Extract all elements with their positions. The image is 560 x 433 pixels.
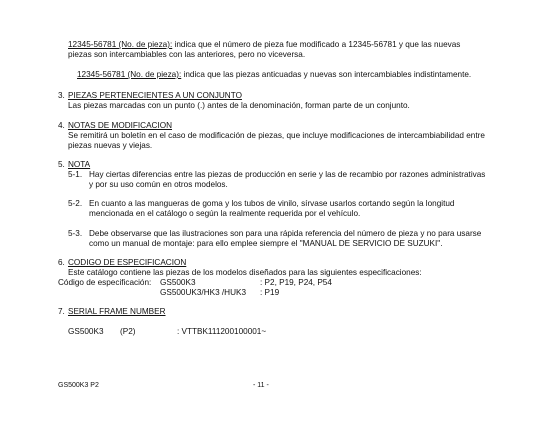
spec-code-2: GS500UK3/HK3 /HUK3 — [160, 288, 247, 297]
s3-number: 3. — [58, 91, 65, 100]
note-5-1-number: 5-1. — [68, 170, 83, 179]
spec-code-label: Código de especificación: — [58, 278, 152, 287]
part-code-modified: 12345-56781 (No. de pieza): — [68, 40, 173, 49]
footer-page-number: - 11 - — [253, 382, 269, 389]
s5-number: 5. — [58, 160, 65, 169]
note-5-1-line2: y por su uso común en otros modelos. — [89, 180, 228, 189]
s7-heading: SERIAL FRAME NUMBER — [68, 307, 166, 316]
note-5-2-line2: mencionada en el catálogo o según la realmente requerida por el vehículo. — [89, 209, 361, 218]
s6-text-line1: Este catálogo contiene las piezas de los modelos diseñados para las siguientes especificaciones: — [68, 268, 422, 277]
s4-number: 4. — [58, 121, 65, 130]
footer-model-page: GS500K3 P2 — [58, 382, 99, 389]
frame-page-ref: (P2) — [120, 327, 136, 336]
s7-number: 7. — [58, 307, 65, 316]
s5-heading: NOTA — [68, 160, 91, 169]
note-5-3-line1: Debe observarse que las ilustraciones son para una rápida referencia del número de pieza y no para usarse — [89, 229, 482, 238]
intro-p2-text: indica que las piezas anticuadas y nuevas son intercambiables indistintamente. — [181, 70, 472, 79]
spec-code-1: GS500K3 — [160, 278, 196, 287]
note-5-3-number: 5-3. — [68, 229, 83, 238]
s6-heading: CODIGO DE ESPECIFICACION — [68, 258, 187, 267]
note-5-3-line2: como un manual de montaje: para ello emplee siempre el "MANUAL DE SERVICIO DE SUZUKI". — [89, 239, 443, 248]
s3-text-line1: Las piezas marcadas con un punto (.) antes de la denominación, forman parte de un conjunto. — [68, 101, 410, 110]
intro-p1-text: indica que el número de pieza fue modificado a 12345-56781 y que las nuevas — [172, 40, 461, 49]
note-5-2-number: 5-2. — [68, 199, 83, 208]
intro-p1-line1 — [68, 40, 460, 50]
s4-heading: NOTAS DE MODIFICACION — [68, 121, 173, 130]
frame-model: GS500K3 — [68, 327, 104, 336]
intro-p1-line2: piezas son intercambiables con las anteriores, pero no viceversa. — [68, 50, 306, 59]
spec-pages-2: : P19 — [260, 288, 280, 297]
note-5-1-line1: Hay ciertas diferencias entre las piezas de producción en serie y las de recambio por razones administrativas — [89, 170, 486, 179]
s6-number: 6. — [58, 258, 65, 267]
s4-text-line1: Se remitirá un boletín en el caso de modificación de piezas, que incluye modificaciones de intercambiabilidad entre — [68, 131, 485, 140]
intro-p2-line1 — [77, 70, 471, 80]
s3-heading: PIEZAS PERTENECIENTES A UN CONJUNTO — [68, 91, 242, 100]
note-5-2-line1: En cuanto a las mangueras de goma y los tubos de vinilo, sírvase usarlos cortando según la longitud — [89, 199, 455, 208]
part-code-interchangeable: 12345-56781 (No. de pieza): — [77, 70, 182, 79]
spec-pages-1: : P2, P19, P24, P54 — [260, 278, 332, 287]
s4-text-line2: piezas nuevas y viejas. — [68, 141, 153, 150]
frame-serial-number: : VTTBK111200100001~ — [177, 327, 267, 336]
